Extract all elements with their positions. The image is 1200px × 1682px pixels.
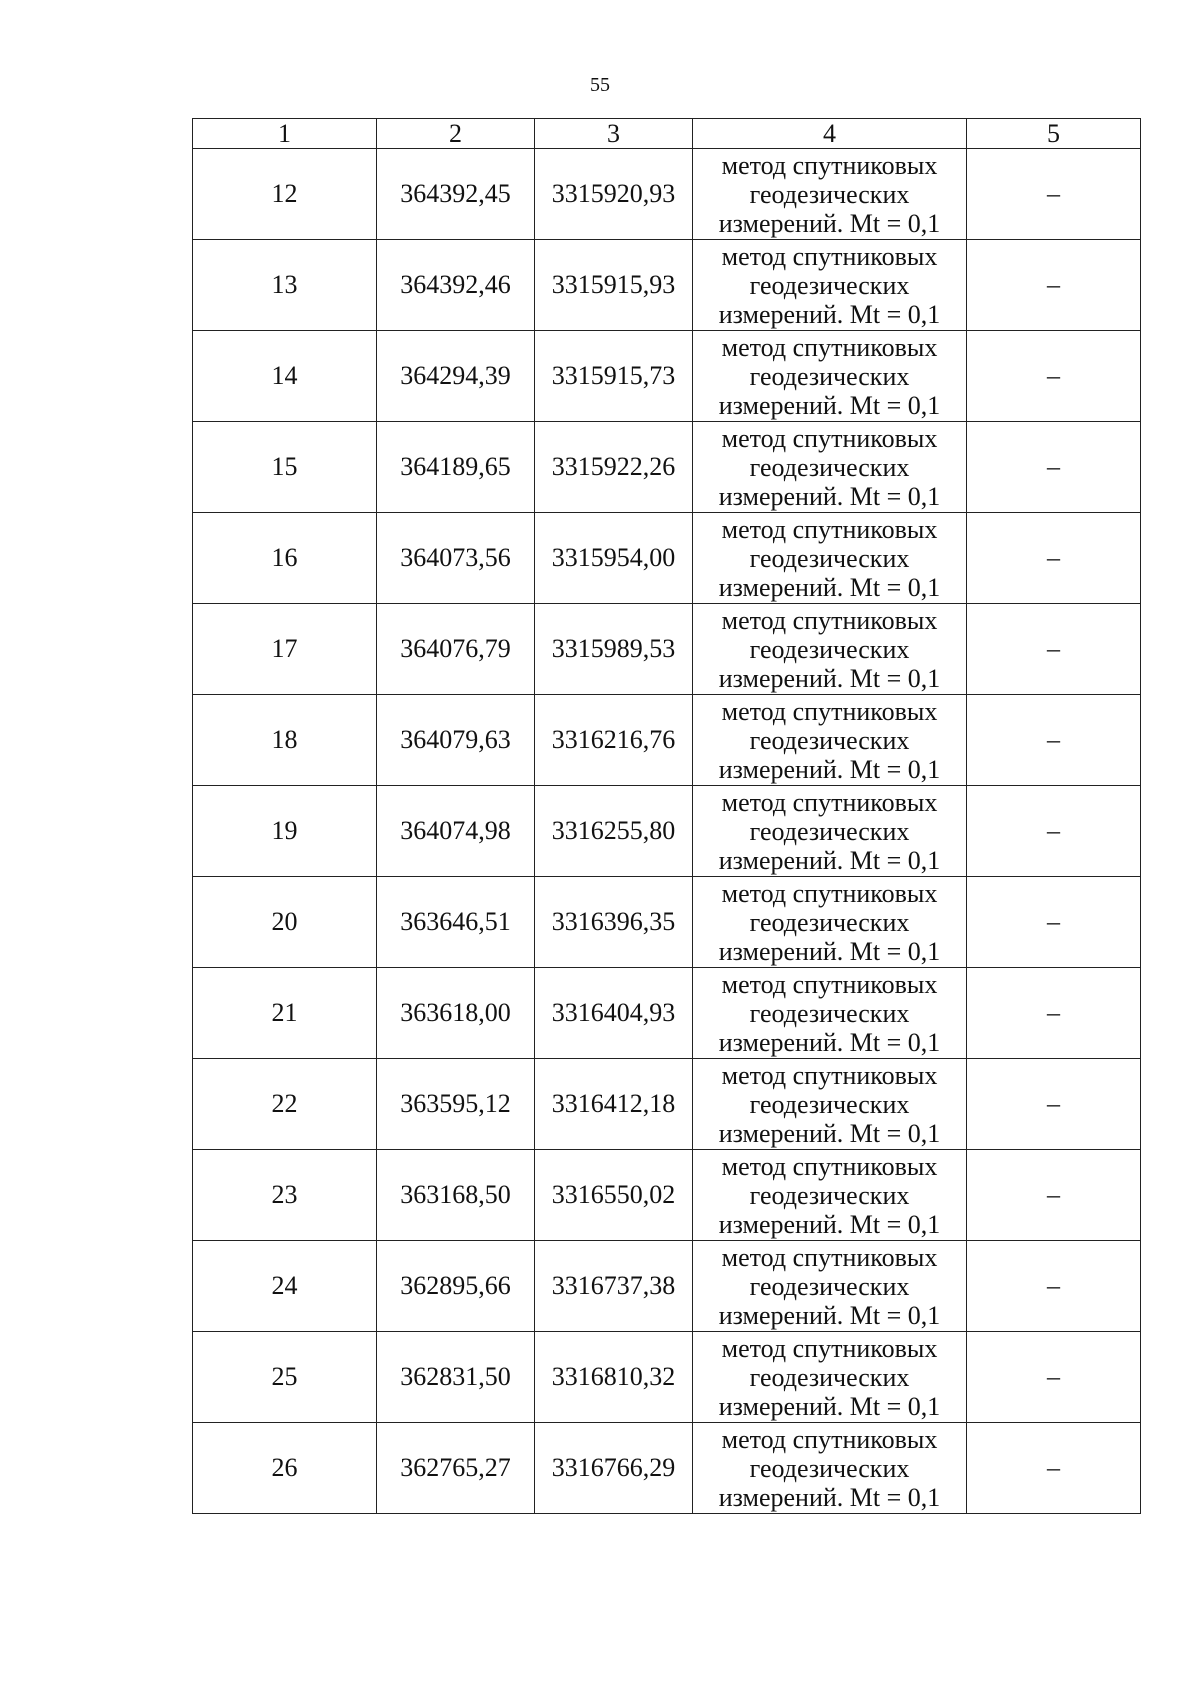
header-col-1: 1 [193,119,377,149]
method-line: измерений. Mt = 0,1 [718,1391,941,1421]
note-cell: – [967,1059,1141,1150]
point-number-cell: 24 [193,1241,377,1332]
method-line: метод спутниковых [721,241,938,271]
note-cell: – [967,695,1141,786]
table-row [193,331,1141,422]
method-line: геодезических [749,1362,910,1392]
table-body [193,149,1141,1514]
point-number-cell: 14 [193,331,377,422]
method-line: метод спутниковых [721,332,938,362]
method-line: измерений. Mt = 0,1 [718,845,941,875]
note-cell: – [967,877,1141,968]
method-line: измерений. Mt = 0,1 [718,481,941,511]
header-row [193,119,1141,149]
method-cell [693,968,967,1059]
table-row [193,513,1141,604]
x-coordinate-cell: 364074,98 [377,786,535,877]
x-coordinate-cell: 363646,51 [377,877,535,968]
x-coordinate-cell: 362831,50 [377,1332,535,1423]
method-line: метод спутниковых [721,1424,938,1454]
point-number-cell: 15 [193,422,377,513]
point-number-cell: 12 [193,149,377,240]
note-cell: – [967,968,1141,1059]
method-line: геодезических [749,907,910,937]
x-coordinate-cell: 363168,50 [377,1150,535,1241]
header-col-2: 2 [377,119,535,149]
point-number-cell: 17 [193,604,377,695]
method-line: измерений. Mt = 0,1 [718,936,941,966]
method-line: геодезических [749,270,910,300]
method-line: метод спутниковых [721,696,938,726]
method-line: геодезических [749,179,910,209]
header-col-5: 5 [967,119,1141,149]
method-line: метод спутниковых [721,605,938,635]
point-number-cell: 18 [193,695,377,786]
method-cell [693,149,967,240]
y-coordinate-cell: 3316396,35 [535,877,693,968]
method-line: геодезических [749,725,910,755]
method-cell [693,1423,967,1514]
y-coordinate-cell: 3315954,00 [535,513,693,604]
note-cell: – [967,1150,1141,1241]
table-row [193,1423,1141,1514]
method-line: геодезических [749,816,910,846]
table-row [193,786,1141,877]
note-cell: – [967,786,1141,877]
note-cell: – [967,1241,1141,1332]
method-line: измерений. Mt = 0,1 [718,1027,941,1057]
method-line: измерений. Mt = 0,1 [718,1118,941,1148]
x-coordinate-cell: 364076,79 [377,604,535,695]
table-row [193,877,1141,968]
table-row [193,695,1141,786]
method-cell [693,240,967,331]
x-coordinate-cell: 363618,00 [377,968,535,1059]
method-cell [693,1150,967,1241]
method-line: геодезических [749,1180,910,1210]
method-line: измерений. Mt = 0,1 [718,663,941,693]
method-cell [693,331,967,422]
point-number-cell: 22 [193,1059,377,1150]
method-line: геодезических [749,634,910,664]
method-cell [693,1059,967,1150]
table-row [193,1059,1141,1150]
point-number-cell: 25 [193,1332,377,1423]
note-cell: – [967,1332,1141,1423]
point-number-cell: 26 [193,1423,377,1514]
table-row [193,968,1141,1059]
method-cell [693,877,967,968]
method-line: измерений. Mt = 0,1 [718,299,941,329]
page-number: 55 [590,74,610,96]
note-cell: – [967,604,1141,695]
y-coordinate-cell: 3316737,38 [535,1241,693,1332]
table-row [193,1150,1141,1241]
x-coordinate-cell: 362765,27 [377,1423,535,1514]
point-number-cell: 20 [193,877,377,968]
table-row [193,604,1141,695]
table-row [193,149,1141,240]
x-coordinate-cell: 364079,63 [377,695,535,786]
method-line: геодезических [749,1453,910,1483]
method-cell [693,513,967,604]
method-line: геодезических [749,543,910,573]
method-line: измерений. Mt = 0,1 [718,572,941,602]
y-coordinate-cell: 3315989,53 [535,604,693,695]
y-coordinate-cell: 3316216,76 [535,695,693,786]
method-line: геодезических [749,1089,910,1119]
method-line: метод спутниковых [721,878,938,908]
y-coordinate-cell: 3316550,02 [535,1150,693,1241]
method-cell [693,1332,967,1423]
y-coordinate-cell: 3315920,93 [535,149,693,240]
table-row [193,1332,1141,1423]
note-cell: – [967,422,1141,513]
header-col-4: 4 [693,119,967,149]
method-line: измерений. Mt = 0,1 [718,1482,941,1512]
x-coordinate-cell: 363595,12 [377,1059,535,1150]
y-coordinate-cell: 3316404,93 [535,968,693,1059]
table-row [193,240,1141,331]
y-coordinate-cell: 3316255,80 [535,786,693,877]
y-coordinate-cell: 3316412,18 [535,1059,693,1150]
method-line: геодезических [749,1271,910,1301]
table-header [193,119,1141,149]
method-line: геодезических [749,998,910,1028]
y-coordinate-cell: 3316766,29 [535,1423,693,1514]
note-cell: – [967,240,1141,331]
coordinates-table [192,118,1141,1514]
y-coordinate-cell: 3315922,26 [535,422,693,513]
method-line: измерений. Mt = 0,1 [718,1209,941,1239]
method-line: метод спутниковых [721,514,938,544]
y-coordinate-cell: 3315915,93 [535,240,693,331]
method-cell [693,1241,967,1332]
method-cell [693,422,967,513]
x-coordinate-cell: 364294,39 [377,331,535,422]
point-number-cell: 23 [193,1150,377,1241]
method-line: геодезических [749,452,910,482]
x-coordinate-cell: 364189,65 [377,422,535,513]
method-line: метод спутниковых [721,969,938,999]
method-line: измерений. Mt = 0,1 [718,208,941,238]
method-line: метод спутниковых [721,1060,938,1090]
x-coordinate-cell: 364392,45 [377,149,535,240]
method-line: метод спутниковых [721,1333,938,1363]
method-line: метод спутниковых [721,150,938,180]
note-cell: – [967,513,1141,604]
method-line: метод спутниковых [721,1151,938,1181]
y-coordinate-cell: 3316810,32 [535,1332,693,1423]
method-cell [693,604,967,695]
point-number-cell: 13 [193,240,377,331]
table-row [193,422,1141,513]
point-number-cell: 19 [193,786,377,877]
note-cell: – [967,149,1141,240]
method-line: метод спутниковых [721,423,938,453]
method-line: геодезических [749,361,910,391]
point-number-cell: 16 [193,513,377,604]
method-line: измерений. Mt = 0,1 [718,390,941,420]
note-cell: – [967,1423,1141,1514]
point-number-cell: 21 [193,968,377,1059]
method-line: метод спутниковых [721,787,938,817]
x-coordinate-cell: 362895,66 [377,1241,535,1332]
note-cell: – [967,331,1141,422]
x-coordinate-cell: 364392,46 [377,240,535,331]
header-col-3: 3 [535,119,693,149]
method-line: измерений. Mt = 0,1 [718,1300,941,1330]
method-cell [693,695,967,786]
x-coordinate-cell: 364073,56 [377,513,535,604]
method-line: метод спутниковых [721,1242,938,1272]
method-line: измерений. Mt = 0,1 [718,754,941,784]
method-cell [693,786,967,877]
table-row [193,1241,1141,1332]
y-coordinate-cell: 3315915,73 [535,331,693,422]
